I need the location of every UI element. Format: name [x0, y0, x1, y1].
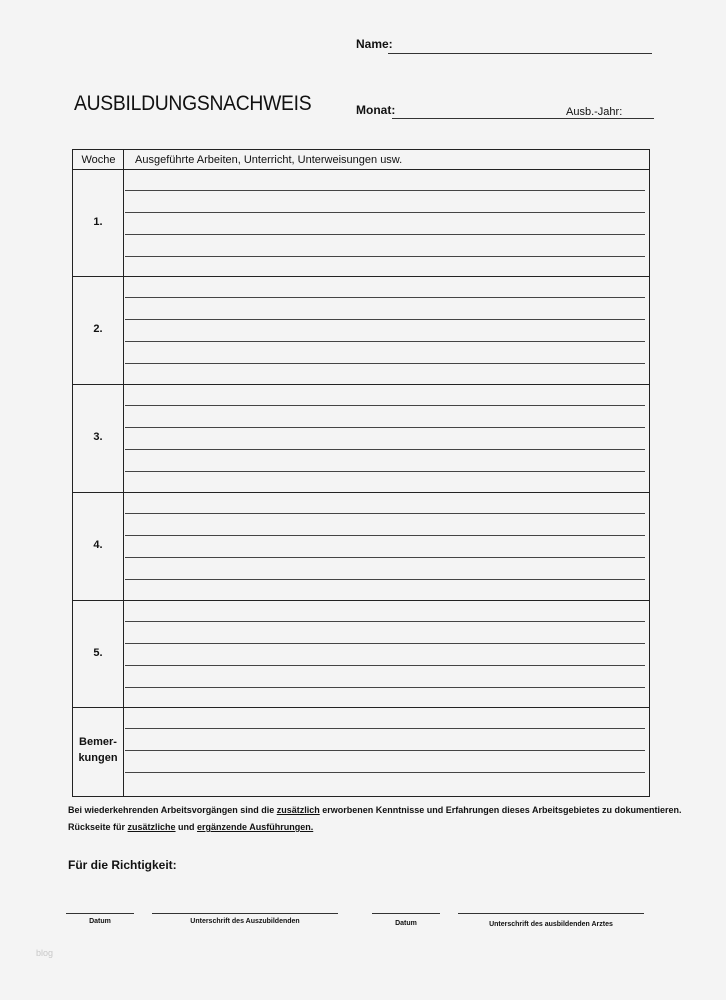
note2-underlined-1: zusätzliche: [127, 822, 176, 832]
weekly-activity-table: [72, 149, 650, 797]
name-label: Name:: [356, 37, 393, 51]
writing-line[interactable]: [125, 297, 645, 298]
training-year-label: Ausb.-Jahr:: [566, 106, 623, 118]
week-block-2[interactable]: [73, 277, 649, 385]
writing-line[interactable]: [125, 212, 645, 213]
name-field-line[interactable]: [388, 53, 652, 54]
writing-line[interactable]: [125, 427, 645, 428]
month-field-line[interactable]: [392, 118, 654, 119]
writing-line[interactable]: [125, 319, 645, 320]
note2-underlined-2: ergänzende Ausführungen.: [197, 822, 314, 832]
signature-line-trainer[interactable]: [458, 913, 644, 914]
remarks-label: [73, 734, 123, 766]
writing-line[interactable]: [125, 687, 645, 688]
writing-line[interactable]: [125, 535, 645, 536]
writing-line[interactable]: [125, 772, 645, 773]
writing-line[interactable]: [125, 256, 645, 257]
writing-line[interactable]: [125, 621, 645, 622]
writing-line[interactable]: [125, 643, 645, 644]
note1-text-a: Bei wiederkehrenden Arbeitsvorgängen sind die: [68, 805, 277, 815]
week-block-1[interactable]: [73, 170, 649, 277]
week-number: 5.: [93, 647, 103, 659]
week-number: 4.: [93, 539, 103, 551]
remarks-label-line1: Bemer-: [79, 736, 117, 748]
writing-line[interactable]: [125, 234, 645, 235]
week-number: 3.: [93, 431, 103, 443]
table-header-row: [73, 150, 649, 170]
signature-label-trainee: Unterschrift des Auszubildenden: [190, 918, 300, 925]
note2-text-b: und: [175, 822, 198, 832]
writing-line[interactable]: [125, 728, 645, 729]
signature-label-trainer: Unterschrift des ausbildenden Arztes: [489, 921, 613, 928]
week-block-4[interactable]: [73, 493, 649, 601]
date-label-trainee: Datum: [89, 918, 111, 925]
instruction-note-1: [68, 805, 681, 815]
date-line-trainer[interactable]: [372, 913, 440, 914]
writing-line[interactable]: [125, 750, 645, 751]
week-number: 2.: [93, 323, 103, 335]
writing-line[interactable]: [125, 579, 645, 580]
signature-line-trainee[interactable]: [152, 913, 338, 914]
week-column-header: Woche: [81, 154, 116, 166]
certification-heading: Für die Richtigkeit:: [68, 858, 177, 872]
activities-column-header: Ausgeführte Arbeiten, Unterricht, Unterweisungen usw.: [135, 154, 403, 166]
writing-line[interactable]: [125, 665, 645, 666]
remarks-block[interactable]: [73, 708, 649, 796]
writing-line[interactable]: [125, 557, 645, 558]
instruction-note-2: [68, 822, 313, 832]
date-label-trainer: Datum: [395, 920, 417, 927]
note1-text-b: erworbenen Kenntnisse und Erfahrungen dieses Arbeitsgebietes zu dokumentieren.: [319, 805, 682, 815]
form-title: AUSBILDUNGSNACHWEIS: [74, 92, 312, 115]
writing-line[interactable]: [125, 363, 645, 364]
date-line-trainee[interactable]: [66, 913, 134, 914]
writing-line[interactable]: [125, 471, 645, 472]
writing-line[interactable]: [125, 341, 645, 342]
week-block-3[interactable]: [73, 385, 649, 493]
week-block-5[interactable]: [73, 601, 649, 708]
writing-line[interactable]: [125, 405, 645, 406]
week-number: 1.: [93, 216, 103, 228]
month-label: Monat:: [356, 103, 396, 117]
writing-line[interactable]: [125, 190, 645, 191]
writing-line[interactable]: [125, 449, 645, 450]
remarks-label-line2: kungen: [78, 752, 118, 764]
watermark: blog: [36, 948, 54, 958]
note1-underlined: zusätzlich: [276, 805, 320, 815]
note2-text-a: Rückseite für: [68, 822, 128, 832]
writing-line[interactable]: [125, 513, 645, 514]
